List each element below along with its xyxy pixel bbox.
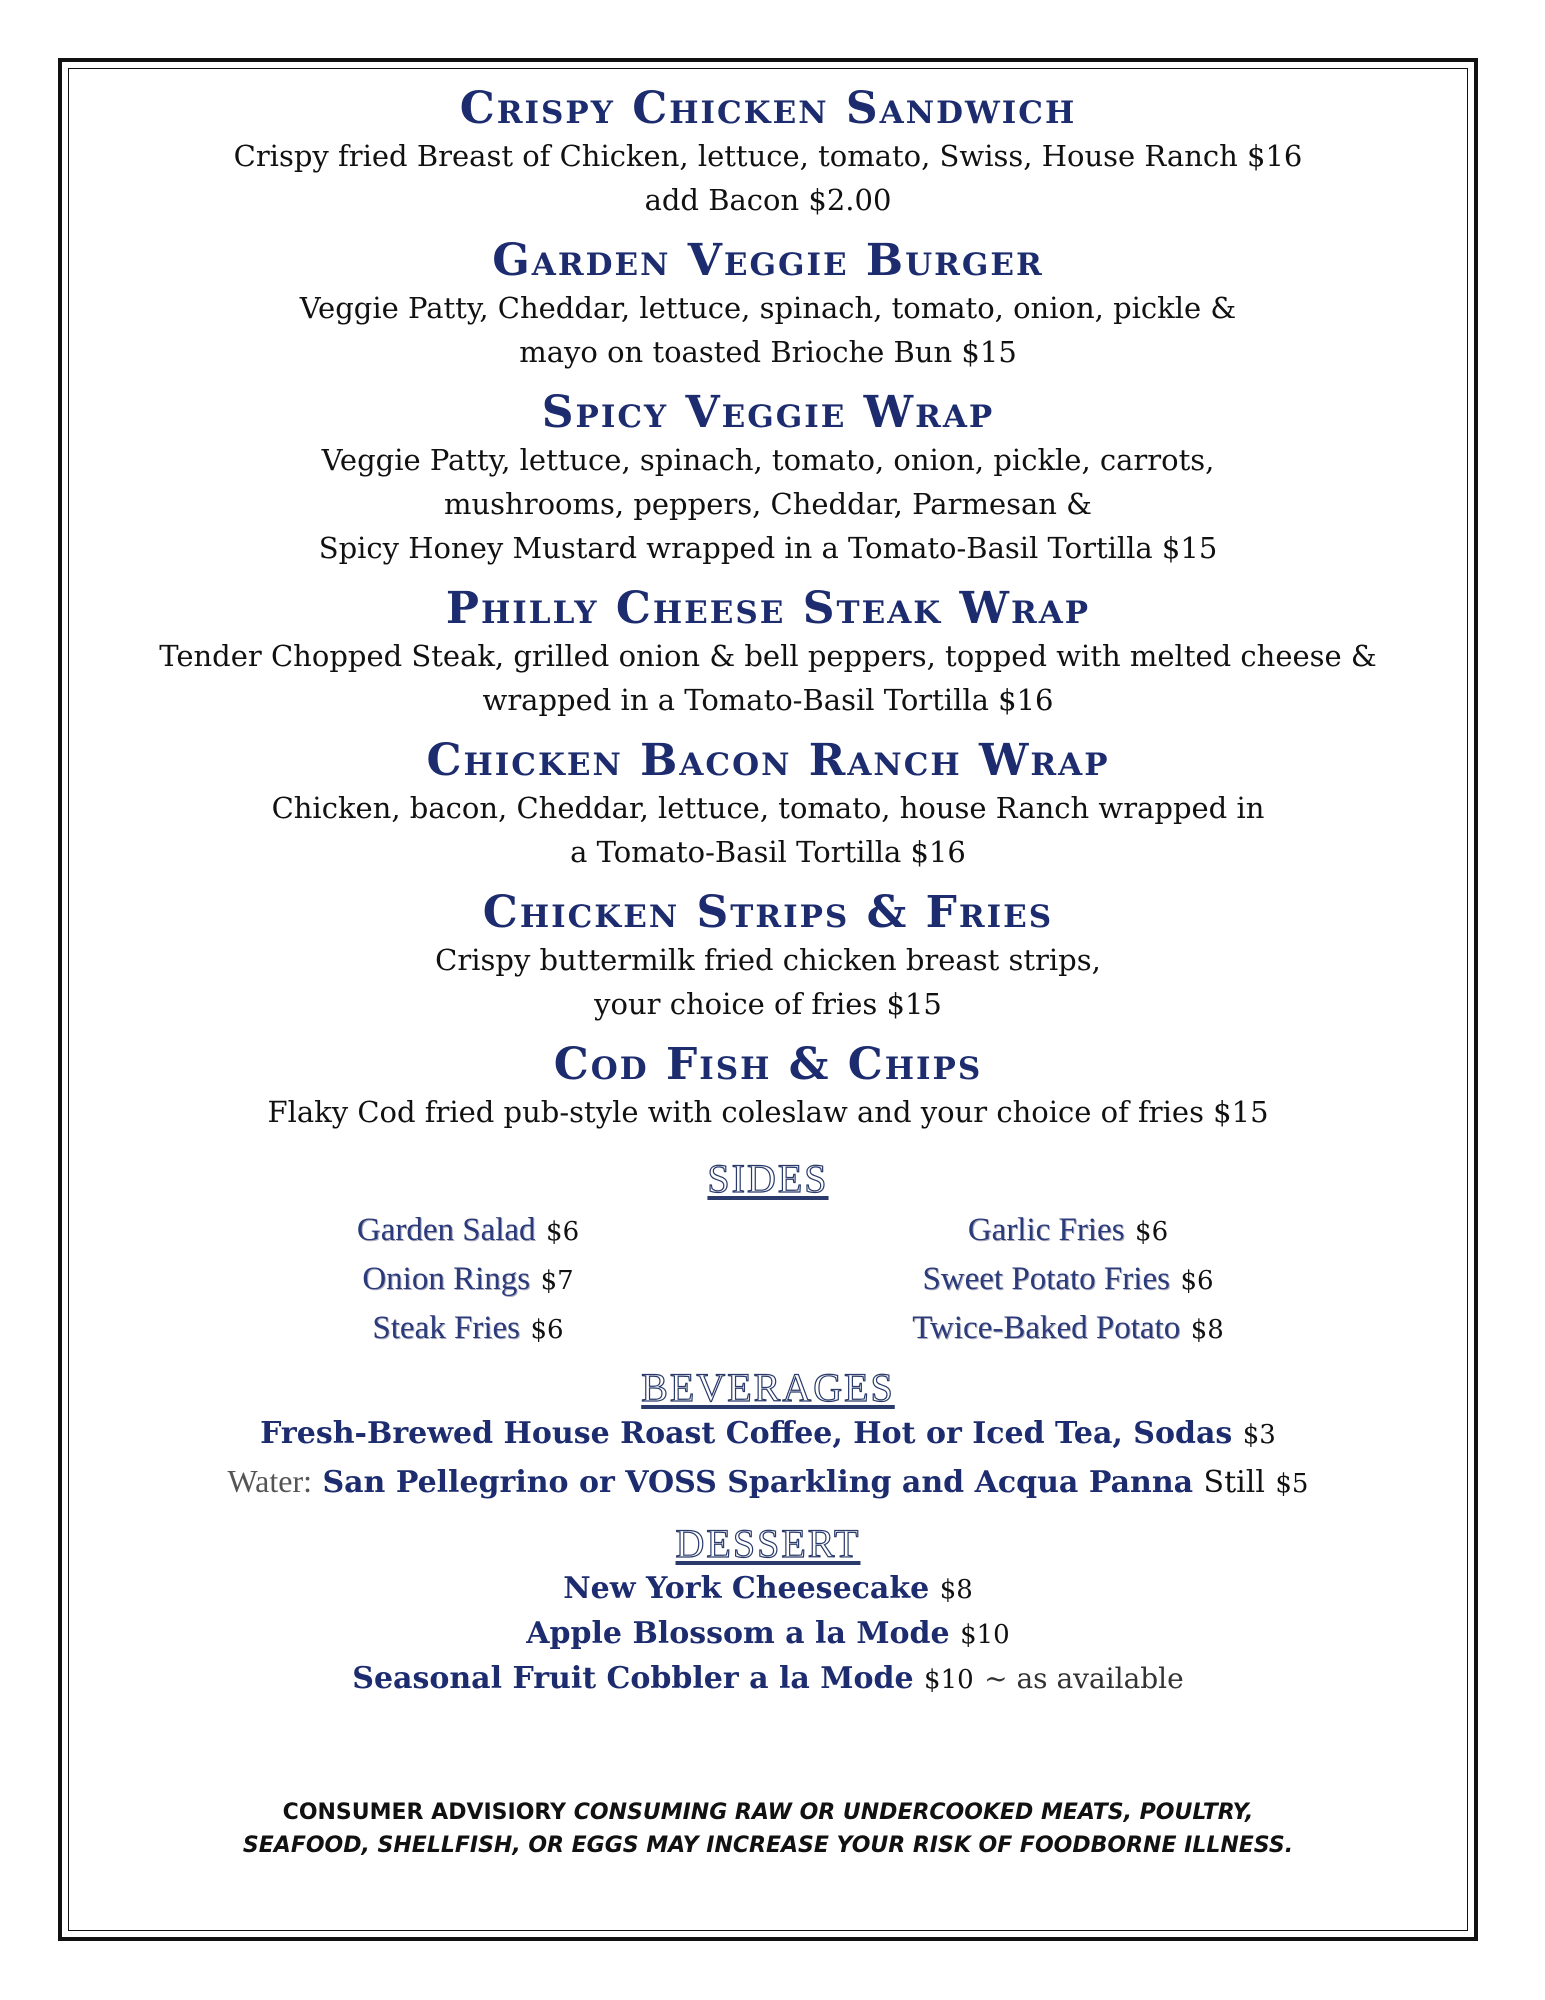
side-item bbox=[768, 1255, 1368, 1304]
dessert-price: $10 bbox=[960, 1620, 1010, 1650]
side-item bbox=[168, 1206, 768, 1255]
menu-item-desc: Flaky Cod fried pub-style with coleslaw and your choice of fries $15 bbox=[267, 1095, 1269, 1129]
advisory-text: CONSUMING RAW OR UNDERCOOKED MEATS, POULTRY, bbox=[573, 1800, 1254, 1825]
menu-item-title: Spicy Veggie Wrap bbox=[541, 387, 995, 438]
menu-item bbox=[70, 84, 1466, 222]
dessert-name: Apple Blossom a la Mode bbox=[526, 1616, 950, 1651]
menu-item bbox=[70, 1040, 1466, 1134]
menu-item bbox=[70, 888, 1466, 1026]
dessert-heading: DESSERT bbox=[675, 1521, 861, 1566]
sides-heading: SIDES bbox=[707, 1156, 829, 1201]
side-item bbox=[768, 1304, 1368, 1353]
dessert-item bbox=[70, 1657, 1466, 1702]
side-name: Onion Rings bbox=[362, 1261, 531, 1297]
menu-item-title: Chicken Strips & Fries bbox=[482, 887, 1054, 938]
side-price: $8 bbox=[1190, 1315, 1224, 1345]
advisory-text: SEAFOOD, SHELLFISH, OR EGGS MAY INCREASE YOUR RISK OF FOODBORNE ILLNESS. bbox=[242, 1833, 1294, 1858]
menu-item-desc: mayo on toasted Brioche Bun $15 bbox=[519, 335, 1017, 369]
side-price: $6 bbox=[1180, 1266, 1214, 1296]
menu-item-title: Chicken Bacon Ranch Wrap bbox=[426, 735, 1110, 786]
side-name: Sweet Potato Fries bbox=[922, 1261, 1170, 1297]
menu-item bbox=[70, 388, 1466, 570]
menu-item bbox=[70, 584, 1466, 722]
menu-item bbox=[70, 736, 1466, 874]
side-name: Garlic Fries bbox=[967, 1212, 1125, 1248]
side-item bbox=[168, 1304, 768, 1353]
beverage-line bbox=[70, 1411, 1466, 1458]
sides-right-column bbox=[768, 1206, 1368, 1353]
menu-item-desc: add Bacon $2.00 bbox=[644, 183, 892, 217]
beverage-line bbox=[70, 1458, 1466, 1507]
menu-item-desc: your choice of fries $15 bbox=[594, 987, 942, 1021]
menu-item-desc: Crispy fried Breast of Chicken, lettuce, tomato, Swiss, House Ranch $16 bbox=[233, 139, 1303, 173]
menu-item-desc: Veggie Patty, lettuce, spinach, tomato, onion, pickle, carrots, bbox=[321, 443, 1215, 477]
dessert-price: $8 bbox=[939, 1575, 973, 1605]
beverage-text: San Pellegrino or VOSS Sparkling and Acqua Panna bbox=[322, 1465, 1194, 1500]
dessert-note: ~ as available bbox=[984, 1662, 1184, 1695]
side-name: Steak Fries bbox=[372, 1310, 520, 1346]
dessert-name: Seasonal Fruit Cobbler a la Mode bbox=[352, 1661, 914, 1696]
beverage-text: Fresh-Brewed House Roast Coffee, Hot or Iced Tea, Sodas bbox=[260, 1416, 1233, 1451]
beverages-heading: BEVERAGES bbox=[641, 1365, 895, 1410]
side-name: Garden Salad bbox=[356, 1212, 536, 1248]
consumer-advisory bbox=[70, 1796, 1466, 1862]
menu-item-desc: Tender Chopped Steak, grilled onion & bell peppers, topped with melted cheese & bbox=[159, 639, 1377, 673]
menu-item-title: Crispy Chicken Sandwich bbox=[459, 83, 1077, 134]
menu-item-desc: a Tomato-Basil Tortilla $16 bbox=[570, 835, 966, 869]
menu-item-desc: Spicy Honey Mustard wrapped in a Tomato-Basil Tortilla $15 bbox=[318, 531, 1218, 565]
advisory-line bbox=[70, 1796, 1466, 1829]
dessert-name: New York Cheesecake bbox=[563, 1571, 930, 1606]
menu-item-desc: Veggie Patty, Cheddar, lettuce, spinach, tomato, onion, pickle & bbox=[299, 291, 1237, 325]
menu-item-desc: Crispy buttermilk fried chicken breast strips, bbox=[435, 943, 1101, 977]
side-price: $6 bbox=[1135, 1217, 1169, 1247]
sides-left-column bbox=[168, 1206, 768, 1353]
side-price: $6 bbox=[546, 1217, 580, 1247]
dessert-item bbox=[70, 1612, 1466, 1657]
sides-list bbox=[70, 1206, 1466, 1353]
dessert-price: $10 bbox=[924, 1665, 974, 1695]
menu-item-title: Garden Veggie Burger bbox=[492, 235, 1044, 286]
menu-item-desc: Chicken, bacon, Cheddar, lettuce, tomato, house Ranch wrapped in bbox=[271, 791, 1265, 825]
side-item bbox=[168, 1255, 768, 1304]
menu-content bbox=[70, 84, 1466, 1702]
menu-item-desc: mushrooms, peppers, Cheddar, Parmesan & bbox=[444, 487, 1092, 521]
beverage-price: $5 bbox=[1275, 1469, 1309, 1499]
side-name: Twice-Baked Potato bbox=[912, 1310, 1181, 1346]
menu-item-title: Cod Fish & Chips bbox=[553, 1039, 983, 1090]
side-price: $6 bbox=[530, 1315, 564, 1345]
beverage-prefix: Water: bbox=[227, 1463, 312, 1499]
side-item bbox=[768, 1206, 1368, 1255]
menu-item-desc: wrapped in a Tomato-Basil Tortilla $16 bbox=[482, 683, 1054, 717]
beverage-price: $3 bbox=[1242, 1420, 1276, 1450]
advisory-label: CONSUMER ADVISIORY bbox=[282, 1800, 567, 1825]
menu-item-title: Philly Cheese Steak Wrap bbox=[445, 583, 1091, 634]
menu-item bbox=[70, 236, 1466, 374]
beverage-still: Still bbox=[1203, 1465, 1265, 1500]
dessert-item bbox=[70, 1567, 1466, 1612]
side-price: $7 bbox=[540, 1266, 574, 1296]
